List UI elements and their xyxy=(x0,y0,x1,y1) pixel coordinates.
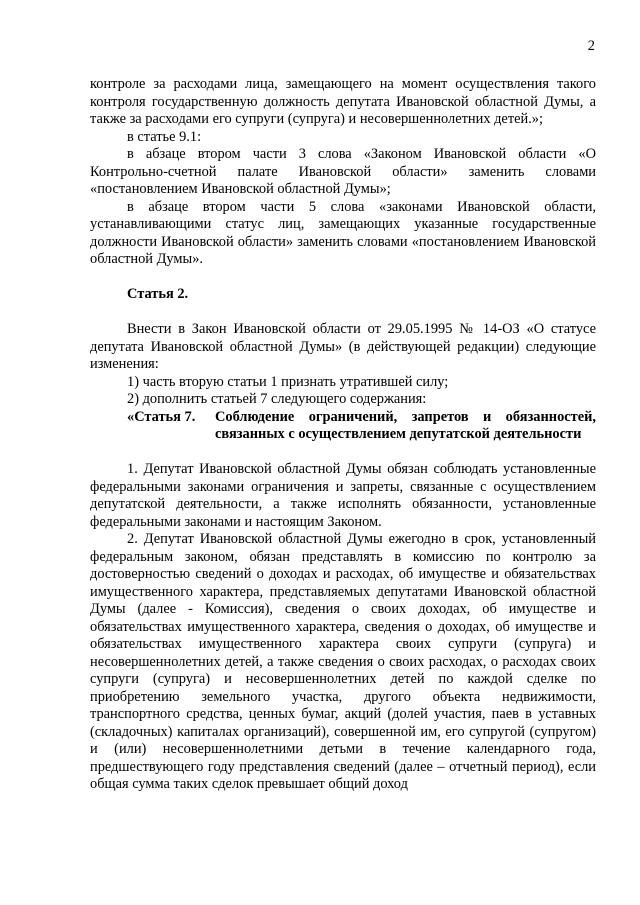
document-body xyxy=(90,76,596,794)
paragraph-part-3-amendment: в абзаце втором части 3 слова «Законом Ивановской области «О Контрольно-счетной палате Ивановской области» заменить словами «постановлением Ивановской областной Думы»; xyxy=(90,146,596,197)
paragraph-article-9-1: в статье 9.1: xyxy=(127,128,202,145)
paragraph-item-1: 1) часть вторую статьи 1 признать утратившей силу; xyxy=(127,373,449,390)
paragraph-item-2: 2) дополнить статьей 7 следующего содержания: xyxy=(127,391,427,407)
paragraph-article-7-part-1: 1. Депутат Ивановской областной Думы обязан соблюдать установленные федеральными законами ограничения и запреты, связанные с осуществлением депутатской деятельности, а также исполнять обязанности, установленные федеральными законами и настоящим Законом. xyxy=(90,461,596,530)
page-number: 2 xyxy=(587,38,595,54)
article-7-heading xyxy=(90,409,596,444)
paragraph-article-7-part-2: 2. Депутат Ивановской областной Думы ежегодно в срок, установленный федеральным законом, обязан представлять в комиссию по контролю за достоверностью сведений о доходах и расходах, об имуществе и обязательствах имущественного характера, представляемых депутатами Ивановской областной Думы (далее - Комиссия), сведения о своих доходах, об имуществе и обязательствах имущественного характера, сведения о доходах, об имуществе и обязательствах имущественного характера своих супруги (супруга) и несовершеннолетних детей, а также сведения о своих расходах, о расходах своих супруги (супруга) и несовершеннолетних детей по каждой сделке по приобретению земельного участка, другого объекта недвижимости, транспортного средства, ценных бумаг, акций (долей участия, паев в уставных (складочных) капиталах организаций), совершенной им, его супругой (супругом) и (или) несовершеннолетними детьми в течение календарного года, предшествующего году представления сведений (далее – отчетный период), если общая сумма таких сделок превышает общий доход xyxy=(90,531,596,792)
article-7-title: Соблюдение ограничений, запретов и обязанностей, связанных с осуществлением депутатской деятельности xyxy=(215,408,596,442)
article-2-heading: Статья 2. xyxy=(127,286,189,302)
paragraph-part-5-amendment: в абзаце втором части 5 слова «законами Ивановской области, устанавливающими статус лиц, замещающих указанные государственные должности Ивановской области» заменить словами «постановлением Ивановской областной Думы». xyxy=(90,198,596,267)
article-7-label: «Статья 7. xyxy=(127,408,196,425)
paragraph-continuation: контроле за расходами лица, замещающего на момент осуществления такого контроля государственную должность депутата Ивановской областной Думы, а также за расходами его супруги (супруга) и несовершеннолетних детей.»; xyxy=(90,76,596,127)
paragraph-amend-law: Внести в Закон Ивановской области от 29.05.1995 № 14-ОЗ «О статусе депутата Ивановской областной Думы» (в действующей редакции) следующие изменения: xyxy=(90,321,596,372)
